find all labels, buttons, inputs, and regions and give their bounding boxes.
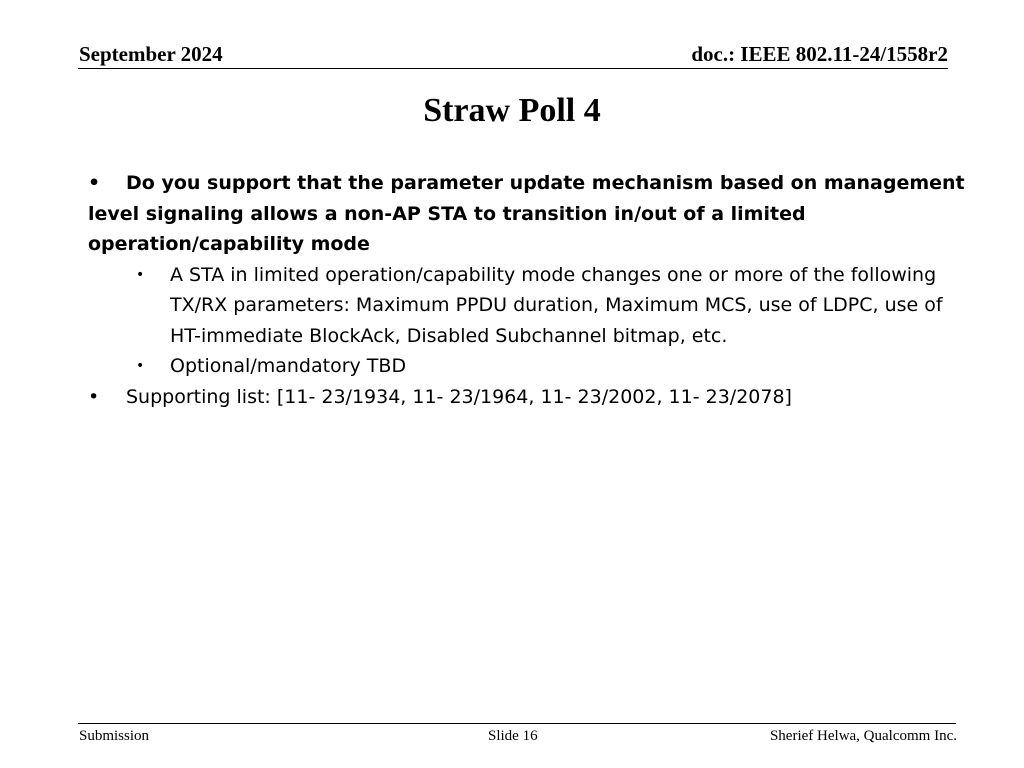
footer-divider [78, 723, 956, 724]
slide-body [88, 168, 968, 412]
header-date: September 2024 [79, 42, 223, 66]
supporting-list-text: Supporting list: [11- 23/1934, 11- 23/1964, 11- 23/2002, 11- 23/2078] [126, 385, 792, 408]
header-divider [78, 68, 948, 69]
sub-bullet-text: A STA in limited operation/capability mode changes one or more of the following TX/RX parameters: Maximum PPDU duration, Maximum MCS, use of LDPC, use of HT-immediate BlockAck, Disabled Subchannel bitmap, etc. [170, 263, 943, 347]
footer-slide-number: Slide 16 [488, 728, 538, 744]
supporting-list [88, 382, 968, 413]
bullet-icon: • [88, 172, 101, 194]
poll-question-text: Do you support that the parameter update mechanism based on management level signaling allows a non-AP STA to transition in/out of a limited operation/capability mode [88, 172, 965, 255]
sub-bullet-text: Optional/mandatory TBD [170, 355, 407, 377]
bullet-icon: • [88, 385, 100, 408]
sub-bullet-item [136, 351, 968, 382]
header-doc-number: doc.: IEEE 802.11-24/1558r2 [691, 42, 948, 66]
sub-bullet-item [136, 260, 968, 352]
footer-submission: Submission [79, 728, 150, 744]
poll-question [88, 168, 968, 260]
sub-bullet-list [88, 260, 968, 382]
bullet-icon: • [136, 358, 145, 374]
footer-author: Sherief Helwa, Qualcomm Inc. [769, 728, 957, 744]
bullet-icon: • [136, 266, 145, 283]
slide-title: Straw Poll 4 [423, 92, 601, 129]
